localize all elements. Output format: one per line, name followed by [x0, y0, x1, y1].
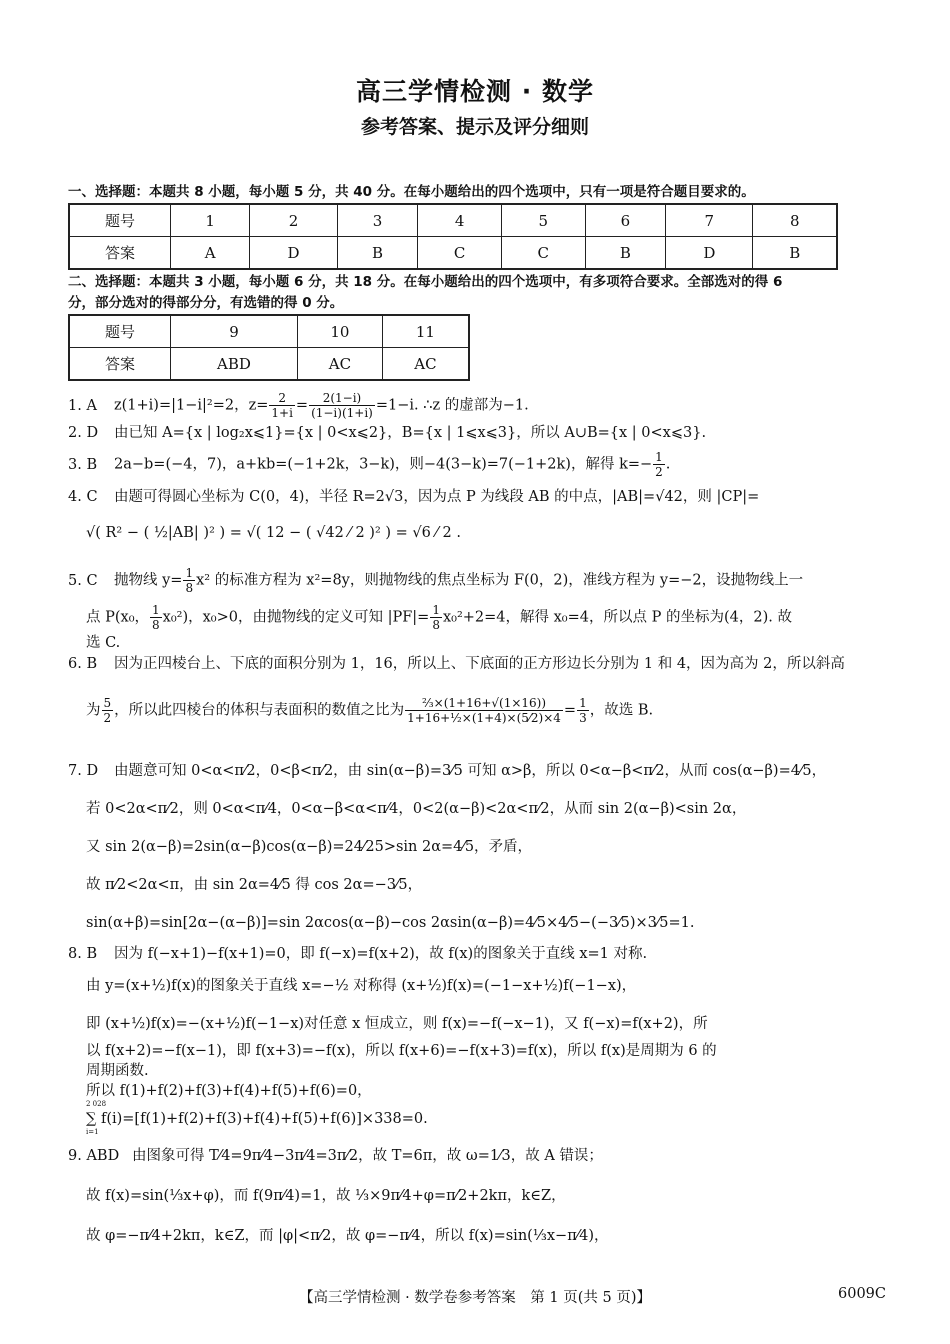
table-cell: AC: [297, 348, 382, 381]
page-footer: 【高三学情检测 · 数学卷参考答案 第 1 页(共 5 页)】: [298, 1290, 652, 1306]
solution-8-line5: 周期函数.: [86, 1063, 149, 1079]
table-row: [69, 237, 837, 270]
fraction: $\frac{1}{8}$: [432, 603, 440, 632]
table-cell: 11: [382, 315, 469, 348]
table-cell: ABD: [171, 348, 298, 381]
section2-heading-line2: 分，部分选对的得部分分，有选错的得 0 分。: [68, 295, 344, 311]
solution-7-line2: 若 0<2α<π⁄2，则 0<α<π⁄4，0<α−β<α<π⁄4，0<2(α−β)<2α<π⁄2，从而 sin 2(α−β)<sin 2α，: [86, 801, 747, 817]
solution-4-line2: √( R² − ( ½|AB| )² ) = √( 12 − ( √42 ⁄ 2 )² ) = √6 ⁄ 2 .: [86, 525, 461, 541]
solution-8-line2: 由 y=(x+½)f(x)的图象关于直线 x=−½ 对称得 (x+½)f(x)=(−1−x+½)f(−1−x)，: [86, 978, 637, 994]
fraction: $\frac{1}{3}$: [579, 696, 587, 725]
table-cell: 5: [501, 204, 585, 237]
fraction: $\frac{2}{1+i}$: [271, 391, 293, 420]
solution-7-line3: 又 sin 2(α−β)=2sin(α−β)cos(α−β)=24⁄25>sin 2α=4⁄5，矛盾，: [86, 839, 533, 855]
solution-5-line3: 选 C.: [86, 635, 121, 651]
table-cell: D: [250, 237, 337, 270]
table-cell: 10: [297, 315, 382, 348]
table-cell: 1: [171, 204, 250, 237]
solution-number: 7. D: [68, 763, 99, 779]
solution-number: 5. C: [68, 572, 98, 589]
section1-answer-table: [68, 203, 838, 270]
section1-heading: 一、选择题：本题共 8 小题，每小题 5 分，共 40 分。在每小题给出的四个选项中，只有一项是符合题目要求的。: [68, 184, 755, 200]
page-title: 高三学情检测 · 数学: [356, 77, 594, 106]
solution-8-line1: 8. B 因为 f(−x+1)−f(x+1)=0，即 f(−x)=f(x+2)，故 f(x)的图象关于直线 x=1 对称.: [68, 943, 898, 965]
summation-upper-limit: 2 028: [86, 1100, 107, 1108]
solution-1: 1. A z(1+i)=|1−i|²=2，z= $\frac{2}{1+i}$ = $\frac{2(1-i)}{(1-i)(1+i)}$ =1−i. ∴z 的虚部为−1.: [68, 391, 529, 420]
solution-number: 8. B: [68, 946, 98, 962]
table-cell: AC: [382, 348, 469, 381]
fraction: $\frac{1}{8}$: [152, 603, 160, 632]
section2-answer-table: [68, 314, 470, 381]
fraction: $\frac{5}{2}$: [103, 696, 112, 725]
table-label-cell: 题号: [69, 204, 171, 237]
table-cell: B: [337, 237, 418, 270]
solution-7-line1: 7. D 由题意可知 0<α<π⁄2，0<β<π⁄2，由 sin(α−β)=3⁄5 可知 α>β，所以 0<α−β<π⁄2，从而 cos(α−β)=4⁄5，: [68, 760, 898, 782]
fraction: $\frac{2(1-i)}{(1-i)(1+i)}$: [311, 391, 373, 420]
table-cell: 6: [585, 204, 666, 237]
page-subtitle: 参考答案、提示及评分细则: [360, 116, 589, 138]
solution-4-line1: [68, 486, 898, 508]
solution-6-line1: 6. B 因为正四棱台上、下底的面积分别为 1，16，所以上、下底面的正方形边长分别为 1 和 4，因为高为 2，所以斜高: [68, 653, 898, 675]
table-cell: B: [585, 237, 666, 270]
solution-9-line1: 9. ABD 由图象可得 T⁄4=9π⁄4−3π⁄4=3π⁄2，故 T=6π，故 ω=1⁄3，故 A 错误；: [68, 1145, 898, 1167]
solution-text: 由题可得圆心坐标为 C(0，4)，半径 R=2√3，因为点 P 为线段 AB 的中点，|AB|=√42，则 |CP|=: [114, 489, 760, 505]
solution-number: 2. D: [68, 425, 99, 441]
table-cell: 8: [753, 204, 837, 237]
solution-9-line2: 故 f(x)=sin(⅓x+φ)，而 f(9π⁄4)=1，故 ⅓×9π⁄4+φ=π⁄2+2kπ，k∈Z，: [86, 1188, 566, 1204]
solution-8-line3: 即 (x+½)f(x)=−(x+½)f(−1−x)对任意 x 恒成立，则 f(x)=−f(−x−1)，又 f(−x)=f(x+2)，所: [86, 1016, 708, 1032]
solution-7-line5: sin(α+β)=sin[2α−(α−β)]=sin 2αcos(α−β)−cos 2αsin(α−β)=4⁄5×4⁄5−(−3⁄5)×3⁄5=1.: [86, 915, 695, 931]
solution-8-line6: 所以 f(1)+f(2)+f(3)+f(4)+f(5)+f(6)=0，: [86, 1083, 372, 1099]
table-row: [69, 348, 469, 381]
table-cell: 9: [171, 315, 298, 348]
solution-text: 2a−b=(−4，7)，a+kb=(−1+2k，3−k)，则−4(3−k)=7(−1+2k)，解得 k=−: [114, 456, 653, 473]
solution-2: [68, 422, 898, 444]
fraction: $\frac{\text{⅔×(1+16+√(1×16))}}{\text{1+16+½×(1+4)×(5⁄2)×4}}$: [407, 696, 561, 725]
table-label-cell: 答案: [69, 348, 171, 381]
solution-8-line7: ∑ f(i)=[f(1)+f(2)+f(3)+f(4)+f(5)+f(6)]×338=0.: [86, 1111, 428, 1127]
table-cell: 7: [666, 204, 753, 237]
table-row: [69, 204, 837, 237]
solution-8-line4: 以 f(x+2)=−f(x−1)，即 f(x+3)=−f(x)，所以 f(x+6)=−f(x+3)=f(x)，所以 f(x)是周期为 6 的: [86, 1043, 717, 1059]
table-cell: C: [501, 237, 585, 270]
solution-6-line2: 为 $\frac{5}{2}$ ，所以此四棱台的体积与表面积的数值之比为 $\frac{\text{⅔×(1+16+√(1×16))}}{\text{1+16+½×(1+4)×(5⁄2)×4}}$ = $\frac{1}{3}$ ，故选 B.: [86, 696, 654, 725]
solution-number: 9. ABD: [68, 1148, 120, 1164]
table-cell: C: [418, 237, 502, 270]
fraction: $\frac{1}{8}$: [185, 566, 194, 595]
solution-text: 由已知 A={x | log₂x⩽1}={x | 0<x⩽2}，B={x | 1⩽x⩽3}，所以 A∪B={x | 0<x⩽3}.: [114, 425, 707, 441]
table-cell: B: [753, 237, 837, 270]
solution-9-line3: 故 φ=−π⁄4+2kπ，k∈Z，而 |φ|<π⁄2，故 φ=−π⁄4，所以 f(x)=sin(⅓x−π⁄4)，: [86, 1228, 609, 1244]
table-cell: D: [666, 237, 753, 270]
table-row: [69, 315, 469, 348]
table-cell: 2: [250, 204, 337, 237]
table-label-cell: 答案: [69, 237, 171, 270]
solution-5-line2: 点 P(x₀， $\frac{1}{8}$ x₀²)，x₀>0，由抛物线的定义可知 |PF|= $\frac{1}{8}$ x₀²+2=4，解得 x₀=4，所以点 P 的坐标为(4，2). 故: [86, 603, 792, 632]
solution-number: 3. B: [68, 456, 98, 473]
fraction: $\frac{1}{2}$: [655, 450, 663, 479]
table-cell: A: [171, 237, 250, 270]
table-cell: 4: [418, 204, 502, 237]
solution-5-line1: 5. C 抛物线 y= $\frac{1}{8}$ x² 的标准方程为 x²=8y，则抛物线的焦点坐标为 F(0，2)，准线方程为 y=−2，设抛物线上一: [68, 566, 804, 595]
table-cell: 3: [337, 204, 418, 237]
summation-lower-limit: i=1: [86, 1128, 99, 1136]
solution-text: z(1+i)=|1−i|²=2，z=: [114, 397, 269, 414]
table-label-cell: 题号: [69, 315, 171, 348]
document-code: 6009C: [838, 1286, 886, 1302]
solution-number: 6. B: [68, 656, 98, 672]
solution-number: 4. C: [68, 489, 98, 505]
section2-heading-line1: 二、选择题：本题共 3 小题，每小题 6 分，共 18 分。在每小题给出的四个选项中，有多项符合要求。全部选对的得 6: [68, 274, 783, 290]
solution-3: 3. B 2a−b=(−4，7)，a+kb=(−1+2k，3−k)，则−4(3−k)=7(−1+2k)，解得 k=− $\frac{1}{2}$ .: [68, 450, 671, 479]
solution-7-line4: 故 π⁄2<2α<π，由 sin 2α=4⁄5 得 cos 2α=−3⁄5，: [86, 877, 423, 893]
solution-number: 1. A: [68, 397, 97, 414]
